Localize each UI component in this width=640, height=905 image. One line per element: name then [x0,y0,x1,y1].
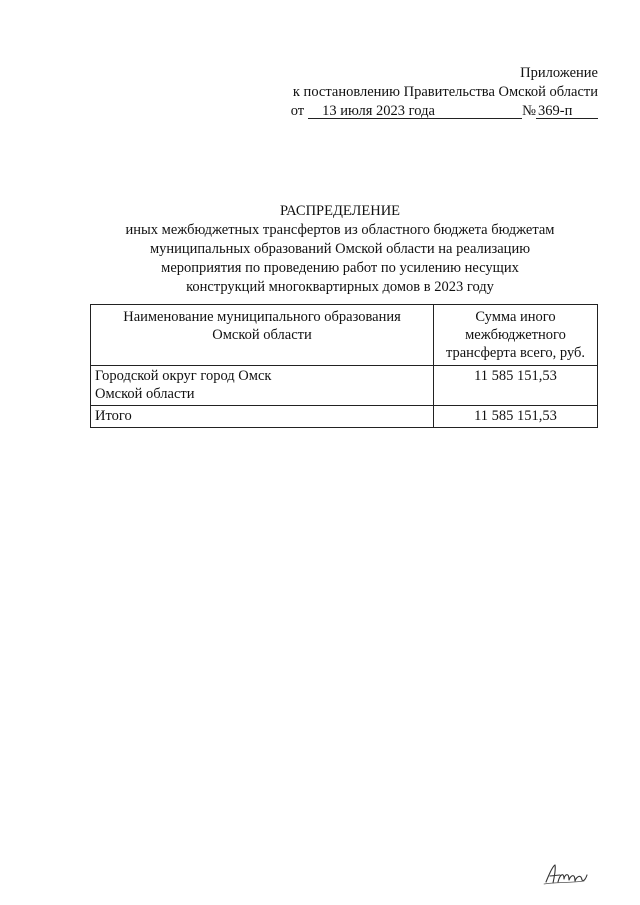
table-header-row [91,305,598,366]
date-number-line [238,102,598,121]
subtitle-line: конструкций многоквартирных домов в 2023 году [186,279,494,295]
document-heading: РАСПРЕДЕЛЕНИЕ [279,203,401,219]
appendix-label: Приложение [520,65,598,81]
document-subtitle [90,221,590,297]
column-header-amount: Сумма иного межбюджетного трансферта всего, руб. [434,305,598,366]
date-prefix: от [290,103,305,119]
table-row [91,366,598,406]
table-total-row [91,406,598,428]
municipality-cell: Городской округ город Омск Омской области [91,366,434,406]
subtitle-line: муниципальных образований Омской области на реализацию [149,241,531,257]
subtitle-line: мероприятия по проведению работ по усилению несущих [161,260,519,276]
column-header-municipality: Наименование муниципального образования Омской области [91,305,434,366]
total-amount-cell: 11 585 151,53 [434,406,598,428]
appendix-block [238,64,598,121]
decree-reference: к постановлению Правительства Омской области [292,84,598,100]
decree-date: 13 июля 2023 года [308,103,522,119]
decree-number: 369-п [536,103,598,119]
total-label-cell: Итого [91,406,434,428]
handwritten-signature [540,860,590,888]
number-prefix: № [522,103,536,119]
subtitle-line: иных межбюджетных трансфертов из областного бюджета бюджетам [125,222,555,238]
amount-cell: 11 585 151,53 [434,366,598,406]
distribution-table [90,304,598,428]
